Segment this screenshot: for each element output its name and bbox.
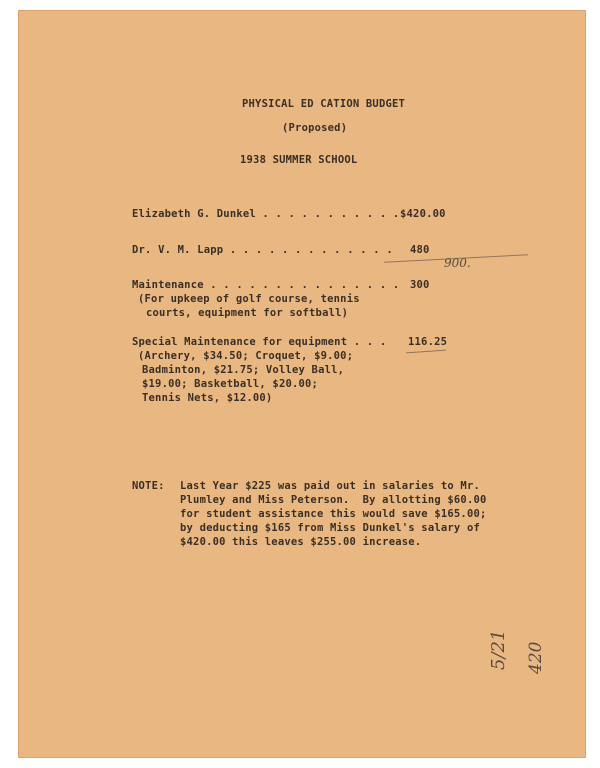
- item-label-lapp: Dr. V. M. Lapp . . . . . . . . . . . . .: [132, 244, 393, 256]
- item-label-maintenance: Maintenance . . . . . . . . . . . . . . .: [132, 279, 400, 291]
- maintenance-detail-line-2: courts, equipment for softball): [146, 307, 349, 319]
- document-page: [18, 10, 586, 758]
- item-amount-lapp: 480: [410, 244, 430, 256]
- equipment-detail-line-1: (Archery, $34.50; Croquet, $9.00;: [138, 350, 354, 362]
- note-line-1: Last Year $225 was paid out in salaries to Mr.: [180, 480, 480, 492]
- item-label-dunkel: Elizabeth G. Dunkel . . . . . . . . . . .: [132, 208, 400, 220]
- note-line-3: for student assistance this would save $165.00;: [180, 508, 487, 520]
- equipment-detail-line-4: Tennis Nets, $12.00): [142, 392, 273, 404]
- note-line-4: by deducting $165 from Miss Dunkel's salary of: [180, 522, 480, 534]
- equipment-detail-line-3: $19.00; Basketball, $20.00;: [142, 378, 319, 390]
- item-amount-special-maintenance: 116.25: [408, 336, 448, 348]
- note-line-5: $420.00 this leaves $255.00 increase.: [180, 536, 422, 548]
- session-heading: 1938 SUMMER SCHOOL: [240, 154, 358, 166]
- budget-title: PHYSICAL ED CATION BUDGET: [242, 98, 406, 110]
- note-line-2: Plumley and Miss Peterson. By allotting $60.00: [180, 494, 487, 506]
- item-label-special-maintenance: Special Maintenance for equipment . . .: [132, 336, 387, 348]
- handwritten-margin-number: 420: [526, 641, 546, 674]
- item-amount-dunkel: $420.00: [400, 208, 446, 220]
- handwritten-underline: [406, 350, 446, 354]
- equipment-detail-line-2: Badminton, $21.75; Volley Ball,: [142, 364, 345, 376]
- maintenance-detail-line-1: (For upkeep of golf course, tennis: [138, 293, 360, 305]
- budget-subtitle: (Proposed): [282, 122, 348, 134]
- note-label: NOTE:: [132, 480, 165, 492]
- handwritten-lapp-annotation: 900.: [444, 256, 471, 270]
- item-amount-maintenance: 300: [410, 279, 430, 291]
- handwritten-margin-fraction: 5/21: [488, 629, 509, 670]
